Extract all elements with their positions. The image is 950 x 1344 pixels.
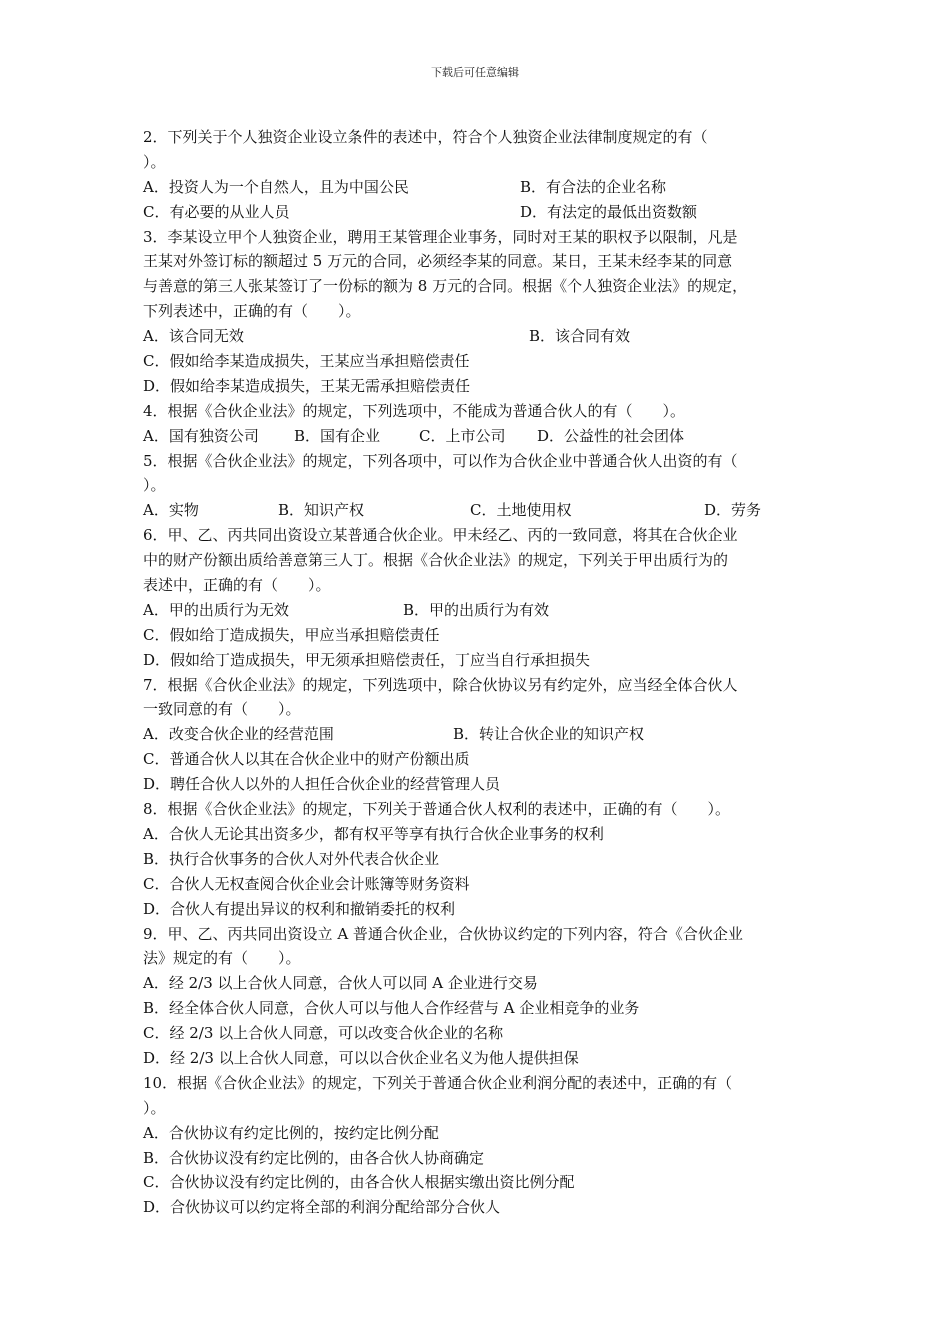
question-2-options-row-2 <box>143 200 823 225</box>
question-3-stem-line-3: 与善意的第三人张某签订了一份标的额为 8 万元的合同。根据《个人独资企业法》的规定， <box>143 277 748 296</box>
question-2-option-b: B．有合法的企业名称 <box>520 177 667 196</box>
question-4-option-b: B．国有企业 <box>294 426 381 445</box>
question-6-option-a: A．甲的出质行为无效 <box>143 600 289 619</box>
question-9-option-a: A．经 2/3 以上合伙人同意，合伙人可以同 A 企业进行交易 <box>143 974 538 993</box>
question-2-options-row-1 <box>143 175 823 200</box>
question-3-stem-line-1: 3．李某设立甲个人独资企业，聘用王某管理企业事务，同时对王某的职权予以限制，凡是 <box>143 227 738 246</box>
question-2-option-c: C．有必要的从业人员 <box>143 202 290 221</box>
question-6-option-d: D．假如给丁造成损失，甲无须承担赔偿责任，丁应当自行承担损失 <box>143 650 591 669</box>
question-3-options-row-1 <box>143 324 823 349</box>
question-10-stem-line-1: 10．根据《合伙企业法》的规定，下列关于普通合伙企业利润分配的表述中，正确的有（ <box>143 1073 733 1092</box>
question-10-option-d: D．合伙协议可以约定将全部的利润分配给部分合伙人 <box>143 1198 501 1217</box>
page-header: 下载后可任意编辑 <box>431 66 519 79</box>
question-10-option-c: C．合伙协议没有约定比例的，由各合伙人根据实缴出资比例分配 <box>143 1173 575 1192</box>
question-7-option-a: A．改变合伙企业的经营范围 <box>143 725 334 744</box>
question-6-option-b: B．甲的出质行为有效 <box>403 600 550 619</box>
question-9-stem-line-1: 9．甲、乙、丙共同出资设立 A 普通合伙企业，合伙协议约定的下列内容，符合《合伙企业 <box>143 924 743 943</box>
question-5-stem-line-2: ）。 <box>143 476 166 495</box>
question-6-stem-line-1: 6．甲、乙、丙共同出资设立某普通合伙企业。甲未经乙、丙的一致同意，将其在合伙企业 <box>143 526 738 545</box>
question-7-option-d: D．聘任合伙人以外的人担任合伙企业的经营管理人员 <box>143 775 501 794</box>
question-3-option-c: C．假如给李某造成损失，王某应当承担赔偿责任 <box>143 352 470 371</box>
question-7-stem-line-2: 一致同意的有（ ）。 <box>143 700 301 719</box>
question-9-option-d: D．经 2/3 以上合伙人同意，可以以合伙企业名义为他人提供担保 <box>143 1048 579 1067</box>
question-4-option-c: C．上市公司 <box>419 426 506 445</box>
question-4-option-a: A．国有独资公司 <box>143 426 259 445</box>
question-9-stem-line-2: 法》规定的有（ ）。 <box>143 949 301 968</box>
question-6-stem-line-3: 表述中，正确的有（ ）。 <box>143 576 331 595</box>
question-4-options-row <box>143 424 823 449</box>
question-10-option-a: A．合伙协议有约定比例的，按约定比例分配 <box>143 1123 439 1142</box>
question-3-option-b: B．该合同有效 <box>529 327 631 346</box>
question-7-stem-line-1: 7．根据《合伙企业法》的规定，下列选项中，除合伙协议另有约定外，应当经全体合伙人 <box>143 675 738 694</box>
question-10-stem-line-2: ）。 <box>143 1098 166 1117</box>
question-8-option-c: C．合伙人无权查阅合伙企业会计账簿等财务资料 <box>143 874 470 893</box>
question-5-option-b: B．知识产权 <box>278 501 365 520</box>
question-6-stem-line-2: 中的财产份额出质给善意第三人丁。根据《合伙企业法》的规定，下列关于甲出质行为的 <box>143 551 729 570</box>
question-2-option-d: D．有法定的最低出资数额 <box>520 202 698 221</box>
question-8-option-d: D．合伙人有提出异议的权利和撤销委托的权利 <box>143 899 456 918</box>
question-8-option-a: A．合伙人无论其出资多少，都有权平等享有执行合伙企业事务的权利 <box>143 824 604 843</box>
question-3-option-a: A．该合同无效 <box>143 327 244 346</box>
question-2-stem-line-2: ）。 <box>143 152 166 171</box>
question-4-stem: 4．根据《合伙企业法》的规定，下列选项中，不能成为普通合伙人的有（ ）。 <box>143 401 686 420</box>
question-5-stem-line-1: 5．根据《合伙企业法》的规定，下列各项中，可以作为合伙企业中普通合伙人出资的有（ <box>143 451 738 470</box>
question-3-stem-line-4: 下列表述中，正确的有（ ）。 <box>143 302 361 321</box>
question-7-options-row-1 <box>143 722 823 747</box>
question-list <box>143 125 823 1220</box>
question-6-option-c: C．假如给丁造成损失，甲应当承担赔偿责任 <box>143 625 440 644</box>
question-9-option-c: C．经 2/3 以上合伙人同意，可以改变合伙企业的名称 <box>143 1024 504 1043</box>
question-3-stem-line-2: 王某对外签订标的额超过 5 万元的合同，必须经李某的同意。某日，王某未经李某的同意 <box>143 252 733 271</box>
question-7-option-b: B．转让合伙企业的知识产权 <box>453 725 645 744</box>
question-5-option-c: C．土地使用权 <box>470 501 572 520</box>
question-7-option-c: C．普通合伙人以其在合伙企业中的财产份额出质 <box>143 750 470 769</box>
question-5-option-d: D．劳务 <box>704 501 762 520</box>
question-2-stem-line-1: 2．下列关于个人独资企业设立条件的表述中，符合个人独资企业法律制度规定的有（ <box>143 128 708 146</box>
question-8-option-b: B．执行合伙事务的合伙人对外代表合伙企业 <box>143 849 440 868</box>
question-6-options-row-1 <box>143 598 823 623</box>
question-5-options-row <box>143 498 823 523</box>
question-2-option-a: A．投资人为一个自然人，且为中国公民 <box>143 177 409 196</box>
question-8-stem: 8．根据《合伙企业法》的规定，下列关于普通合伙人权利的表述中，正确的有（ ）。 <box>143 800 731 819</box>
question-3-option-d: D．假如给李某造成损失，王某无需承担赔偿责任 <box>143 376 471 395</box>
question-9-option-b: B．经全体合伙人同意，合伙人可以与他人合作经营与 A 企业相竞争的业务 <box>143 999 640 1018</box>
question-10-option-b: B．合伙协议没有约定比例的，由各合伙人协商确定 <box>143 1148 485 1167</box>
question-4-option-d: D．公益性的社会团体 <box>537 426 685 445</box>
question-5-option-a: A．实物 <box>143 501 199 520</box>
